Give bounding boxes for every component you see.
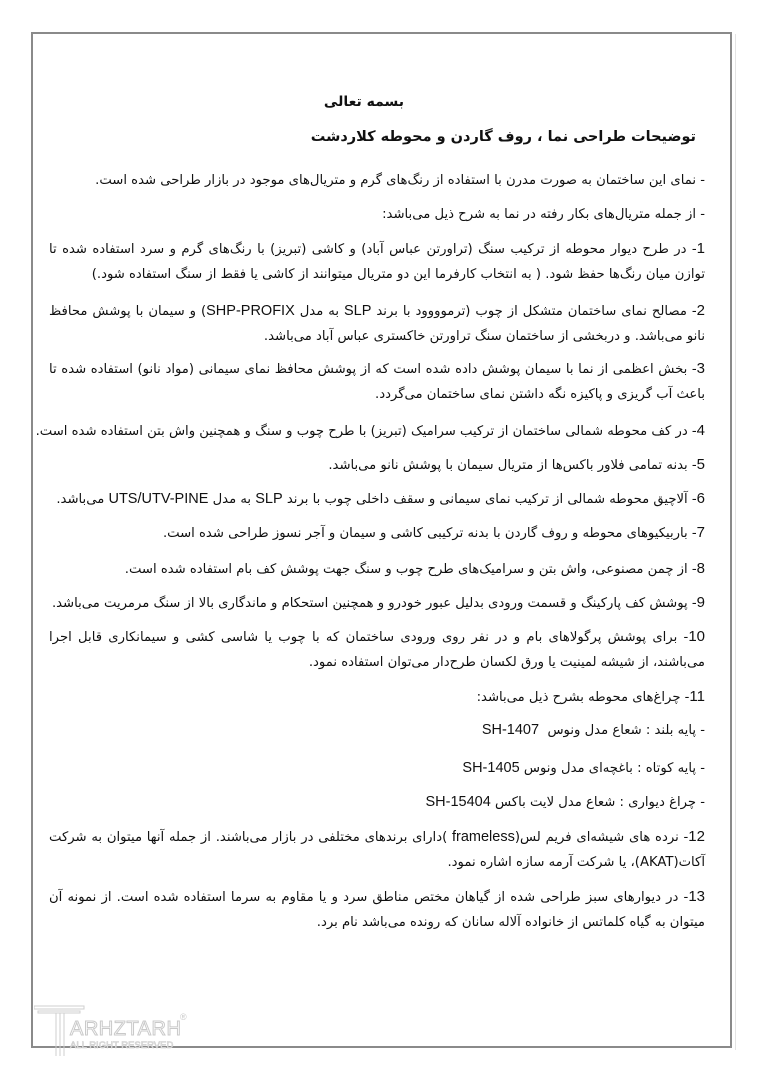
list-item-5	[328, 452, 705, 478]
item-text: - آلاچیق محوطه شمالی از ترکیب نمای سیمانی و سقف داخلی چوب با برند	[282, 492, 697, 507]
item-number: 12	[688, 828, 705, 845]
item-text: - بخش اعظمی از نما با سیمان پوشش داده شده است که از پوشش محافظ نمای سیمانی (مواد نانو) استفاده شده تا باعث آب گریزی و پاکیزه نگه داشتن نمای ساختمان می‌گردد.	[49, 362, 705, 402]
item-text: - برای پوشش پرگولاهای بام و در نفر روی ورودی ساختمان که با چوب یا شاسی کشی و سیمانکاری قابل اجرا می‌باشند، از شیشه لمینیت یا ورق لکسان طرح‌دار می‌توان استفاده نمود.	[49, 630, 705, 670]
model-name: SHP-PROFIX	[206, 303, 295, 319]
item-number: 2	[696, 302, 705, 319]
bismillah-heading: بسمه تعالی	[323, 94, 404, 110]
item-number: 10	[688, 628, 705, 645]
document-title: توضیحات طراحی نما ، روف گاردن و محوطه کلاردشت	[310, 129, 696, 145]
registered-mark: ®	[180, 1012, 187, 1022]
lamp-item-3	[425, 790, 705, 815]
item-number: 9	[696, 594, 705, 611]
list-item-10	[49, 624, 705, 675]
list-item-7	[163, 520, 705, 546]
item-number: 3	[696, 360, 705, 377]
item-text: - مصالح نمای ساختمان متشکل از چوب (ترموووود با برند	[371, 304, 697, 319]
list-item-3	[49, 356, 705, 407]
item-number: 1	[696, 240, 705, 257]
item-text: می‌باشد.	[56, 492, 109, 507]
item-text: - باربیکیوهای محوطه و روف گاردن با بدنه ترکیبی کاشی و سیمان و آجر نسوز طراحی شده است.	[162, 526, 697, 541]
lamp-label: - پایه کوتاه : باغچه‌ای مدل ونوس	[523, 761, 705, 776]
list-item-6	[56, 486, 705, 512]
lamp-model: SH-1405	[462, 760, 520, 776]
list-item-8	[125, 556, 705, 582]
item-number: 4	[696, 422, 705, 439]
item-text: - در طرح دیوار محوطه از ترکیب سنگ (تراورتن عباس آباد) و کاشی (تبریز) با رنگ‌های گرم و سرد استفاده شده تا توازن میان رنگ‌ها حفظ شود. ( به انتخاب کارفرما این دو متریال میتوانند از کاشی یا فقط از سنگ استفاده شود.)	[49, 242, 705, 282]
lamp-item-2	[462, 756, 705, 781]
item-text: - در دیوارهای سبز طراحی شده از گیاهان مختص مناطق سرد و یا مقاوم به سرما استفاده شده است. از نمونه آن میتوان به گیاه کلماتس از خانواده آلاله سانان که رونده می‌باشد نام برد.	[49, 890, 705, 930]
lamp-label: - پایه بلند : شعاع مدل ونوس	[547, 723, 705, 738]
intro-paragraph-2: - از جمله متریال‌های بکار رفته در نما به شرح ذیل می‌باشد:	[382, 207, 705, 222]
list-item-13	[49, 884, 705, 935]
latin-term: frameless	[451, 829, 515, 845]
item-number: 7	[696, 524, 705, 541]
item-text: به مدل	[208, 492, 256, 507]
item-number: 6	[696, 490, 705, 507]
lamp-label: - چراغ دیواری : شعاع مدل لایت باکس	[494, 795, 705, 810]
item-number: 8	[696, 560, 705, 577]
list-item-1	[49, 236, 705, 287]
item-text: - نرده های شیشه‌ای فریم لس(	[514, 830, 689, 845]
watermark-brand: ARHZTARH	[70, 1018, 182, 1040]
brand-name: SLP	[343, 303, 372, 319]
intro-paragraph-1: - نمای این ساختمان به صورت مدرن با استفاده از رنگ‌های گرم و متریال‌های موجود در بازار طراحی شده است.	[95, 173, 705, 188]
list-item-2	[49, 298, 705, 349]
brand-name: SLP	[255, 491, 283, 507]
item-text: - پوشش کف پارکینگ و قسمت ورودی بدلیل عبور خودرو و همچنین استحکام و ماندگاری بالا از سنگ مرمریت می‌باشد.	[51, 596, 697, 611]
watermark-logo	[30, 1000, 190, 1060]
item-text: - در کف محوطه شمالی ساختمان از ترکیب سرامیک (تبریز) با طرح چوب و سنگ و همچنین واش بتن استفاده شده است.	[35, 424, 697, 439]
item-text: ) و سیمان با پوشش محافظ نانو می‌باشد. و دربخشی از ساختمان سنگ تراورتن خاکستری عباس آباد می‌باشد.	[49, 304, 705, 344]
list-item-12	[49, 824, 705, 875]
item-text: )دارای برندهای مختلفی در بازار می‌باشند. از جمله آنها میتوان به شرکت آکات(AKAT)، یا شرکت آرمه سازه اشاره نمود.	[49, 830, 705, 870]
watermark-subtitle: ALL RIGHT RESERVED	[70, 1040, 174, 1051]
item-number: 11	[689, 688, 705, 705]
item-text: - بدنه تمامی فلاور باکس‌ها از متریال سیمان با پوشش نانو می‌باشد.	[328, 458, 697, 473]
lamp-model: SH-15404	[425, 794, 491, 810]
lamp-model: SH-1407	[481, 722, 540, 738]
item-number: 5	[696, 456, 705, 473]
list-item-4	[36, 418, 705, 444]
list-item-11	[477, 684, 705, 710]
item-number: 13	[688, 888, 705, 905]
item-text: - از چمن مصنوعی، واش بتن و سرامیک‌های طرح چوب و سنگ جهت پوشش کف بام استفاده شده است.	[124, 562, 697, 577]
lamp-item-1	[482, 718, 705, 743]
item-text: به مدل	[294, 304, 344, 319]
item-text: - چراغ‌های محوطه بشرح ذیل می‌باشد:	[476, 690, 690, 705]
list-item-9	[52, 590, 705, 616]
model-name: UTS/UTV-PINE	[108, 491, 209, 507]
page-border-shadow	[735, 34, 736, 1050]
